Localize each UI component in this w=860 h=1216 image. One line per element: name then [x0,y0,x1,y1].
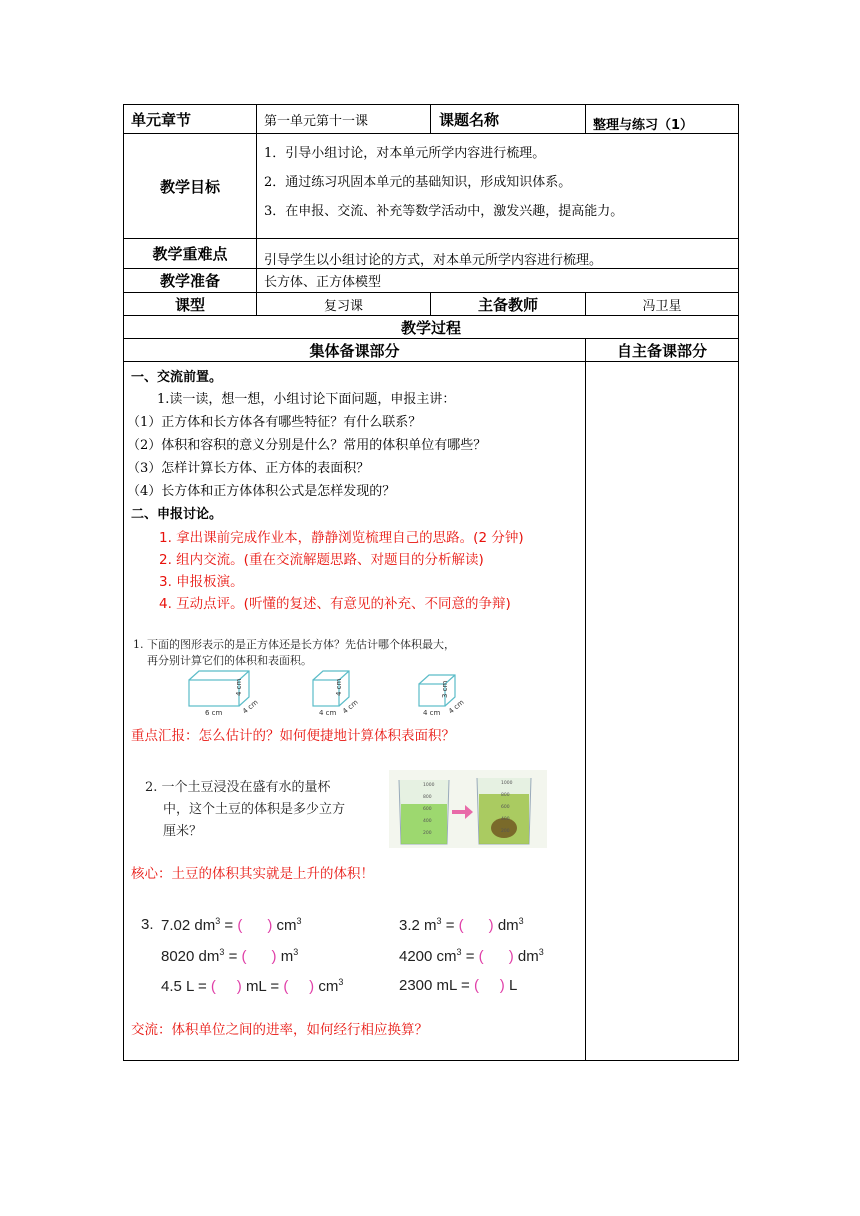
fig-label: 6 cm [205,709,223,717]
chapter-value: 第一单元第十一课 [264,113,369,129]
section1-intro: 1.读一读，想一想，小组讨论下面问题，申报主讲： [157,392,456,407]
self-label: 自主备课部分 [616,341,707,360]
ex3-eq: = [461,977,470,994]
ex2-note: 核心：土豆的体积其实就是上升的体积！ [131,866,374,882]
ex1-line2: 再分别计算它们的体积和表面积。 [147,654,312,667]
difficulty-value: 引导学生以小组讨论的方式，对本单元所学内容进行梳理。 [264,252,603,268]
ex3-num: 3. [141,916,154,933]
ex3-eq: = [197,978,207,995]
ex3-sup: 3 [518,916,524,926]
ex3-paren: ) [236,978,242,995]
fig-label: 3 cm [441,680,449,698]
ex3-unit: dm [517,948,539,965]
ex3-row1-right [399,916,524,934]
question-item: （1）正方体和长方体各有哪些特征？有什么联系？ [127,415,422,430]
fig-label: 4 cm [335,678,343,696]
ex3-eq: = [445,917,455,934]
ex3-sup: 3 [436,916,442,926]
ex3-eq: = [224,917,234,934]
fig-label: 4 cm [447,698,466,716]
section2-title: 二、申报讨论。 [131,507,223,522]
prep-label: 教学准备 [159,272,220,290]
ex3-paren: ( [283,978,289,995]
chapter-label: 单元章节 [131,110,192,129]
ex3-row2-left [161,947,298,965]
ex3-eq: = [270,978,280,995]
ex3-paren: ( [241,948,247,965]
beaker-label: 200 [501,829,510,834]
ex3-paren: ) [271,948,277,965]
goals-label: 教学目标 [159,177,220,196]
difficulty-label: 教学重难点 [152,245,228,263]
fig-label: 4 cm [235,678,243,696]
step-item: 3. 申报板演。 [159,574,244,590]
ex3-value: 4.5 L [161,978,194,995]
ex3-paren: ( [237,917,243,934]
type-value: 复习课 [323,298,363,314]
ex3-paren: ) [488,917,494,934]
ex3-value: 2300 mL [399,977,457,994]
goal-item: 3．在申报、交流、补充等数学活动中，激发兴趣，提高能力。 [264,203,624,219]
step-item: 1. 拿出课前完成作业本，静静浏览梳理自己的思路。(2 分钟) [159,530,524,546]
ex3-value: 4200 cm [399,948,457,965]
ex3-unit: cm [318,978,339,995]
ex3-row1-left [161,916,302,934]
ex3-unit: mL [245,978,267,995]
section1-title: 一、交流前置。 [131,370,223,385]
ex3-unit: cm [276,917,297,934]
ex3-unit: m [280,948,294,965]
ex3-paren: ) [499,977,505,994]
topic-label: 课题名称 [439,110,500,129]
beaker-image [389,770,547,848]
ex2-line: 中，这个土豆的体积是多少立方 [163,802,346,817]
beaker-label: 1000 [501,781,513,786]
ex3-eq: = [228,948,238,965]
ex2-line: 厘米？ [163,824,203,839]
beaker-label: 800 [423,795,432,800]
ex3-value: 7.02 dm [161,917,216,934]
process-label: 教学过程 [400,318,461,337]
question-item: （2）体积和容积的意义分别是什么？常用的体积单位有哪些？ [127,438,487,453]
ex3-sup: 3 [338,977,344,987]
beaker-label: 400 [423,819,432,824]
ex3-sup: 3 [293,947,299,957]
ex3-value: 3.2 m [399,917,437,934]
ex3-row3-right [399,977,517,994]
self-body [585,361,739,1061]
ex2-line: 2. 一个土豆浸没在盛有水的量杯 [145,780,331,795]
fig-label: 4 cm [319,709,337,717]
ex1-note: 重点汇报：怎么估计的？如何便捷地计算体积表面积？ [131,728,455,744]
beaker-label: 800 [501,793,510,798]
ex3-paren: ( [458,917,464,934]
ex3-paren: ) [267,917,273,934]
ex3-sup: 3 [538,947,544,957]
teacher-value: 冯卫星 [642,298,682,314]
goal-item: 2．通过练习巩固本单元的基础知识，形成知识体系。 [264,174,572,190]
fig-label: 4 cm [241,698,260,716]
question-item: （4）长方体和正方体体积公式是怎样发现的？ [127,484,396,499]
ex3-eq: = [465,948,475,965]
ex3-note: 交流：体积单位之间的进率，如何经行相应换算？ [131,1022,428,1038]
ex3-sup: 3 [219,947,225,957]
ex3-value: 8020 dm [161,948,220,965]
question-item: （3）怎样计算长方体、正方体的表面积？ [127,461,370,476]
type-label: 课型 [174,295,205,314]
goal-item: 1．引导小组讨论，对本单元所学内容进行梳理。 [264,145,546,161]
beaker-label: 1000 [423,783,435,788]
beaker-label: 200 [423,831,432,836]
topic-value: 整理与练习（1） [593,117,694,133]
beaker-label: 600 [423,807,432,812]
box-figures [183,666,483,718]
ex3-unit: dm [497,917,519,934]
ex3-row2-right [399,947,544,965]
box1-front [189,680,239,706]
ex3-paren: ( [210,978,216,995]
prep-value: 长方体、正方体模型 [264,275,382,290]
collective-label: 集体备课部分 [309,341,400,360]
beaker-label: 400 [501,817,510,822]
ex3-row3-left [161,977,343,995]
ex3-unit: L [508,977,518,994]
beaker-label: 600 [501,805,510,810]
ex3-paren: ( [473,977,479,994]
step-item: 4. 互动点评。(听懂的复述、有意见的补充、不同意的争辩) [159,596,511,612]
ex3-paren: ) [309,978,315,995]
ex3-paren: ) [508,948,514,965]
ex3-sup: 3 [456,947,462,957]
teacher-label: 主备教师 [477,295,538,314]
ex3-sup: 3 [215,916,221,926]
ex3-paren: ( [478,948,484,965]
step-item: 2. 组内交流。(重在交流解题思路、对题目的分析解读) [159,552,484,568]
fig-label: 4 cm [341,698,360,716]
ex1-line1: 1. 下面的图形表示的是正方体还是长方体？先估计哪个体积最大， [133,638,455,651]
ex3-sup: 3 [296,916,302,926]
fig-label: 4 cm [423,709,441,717]
